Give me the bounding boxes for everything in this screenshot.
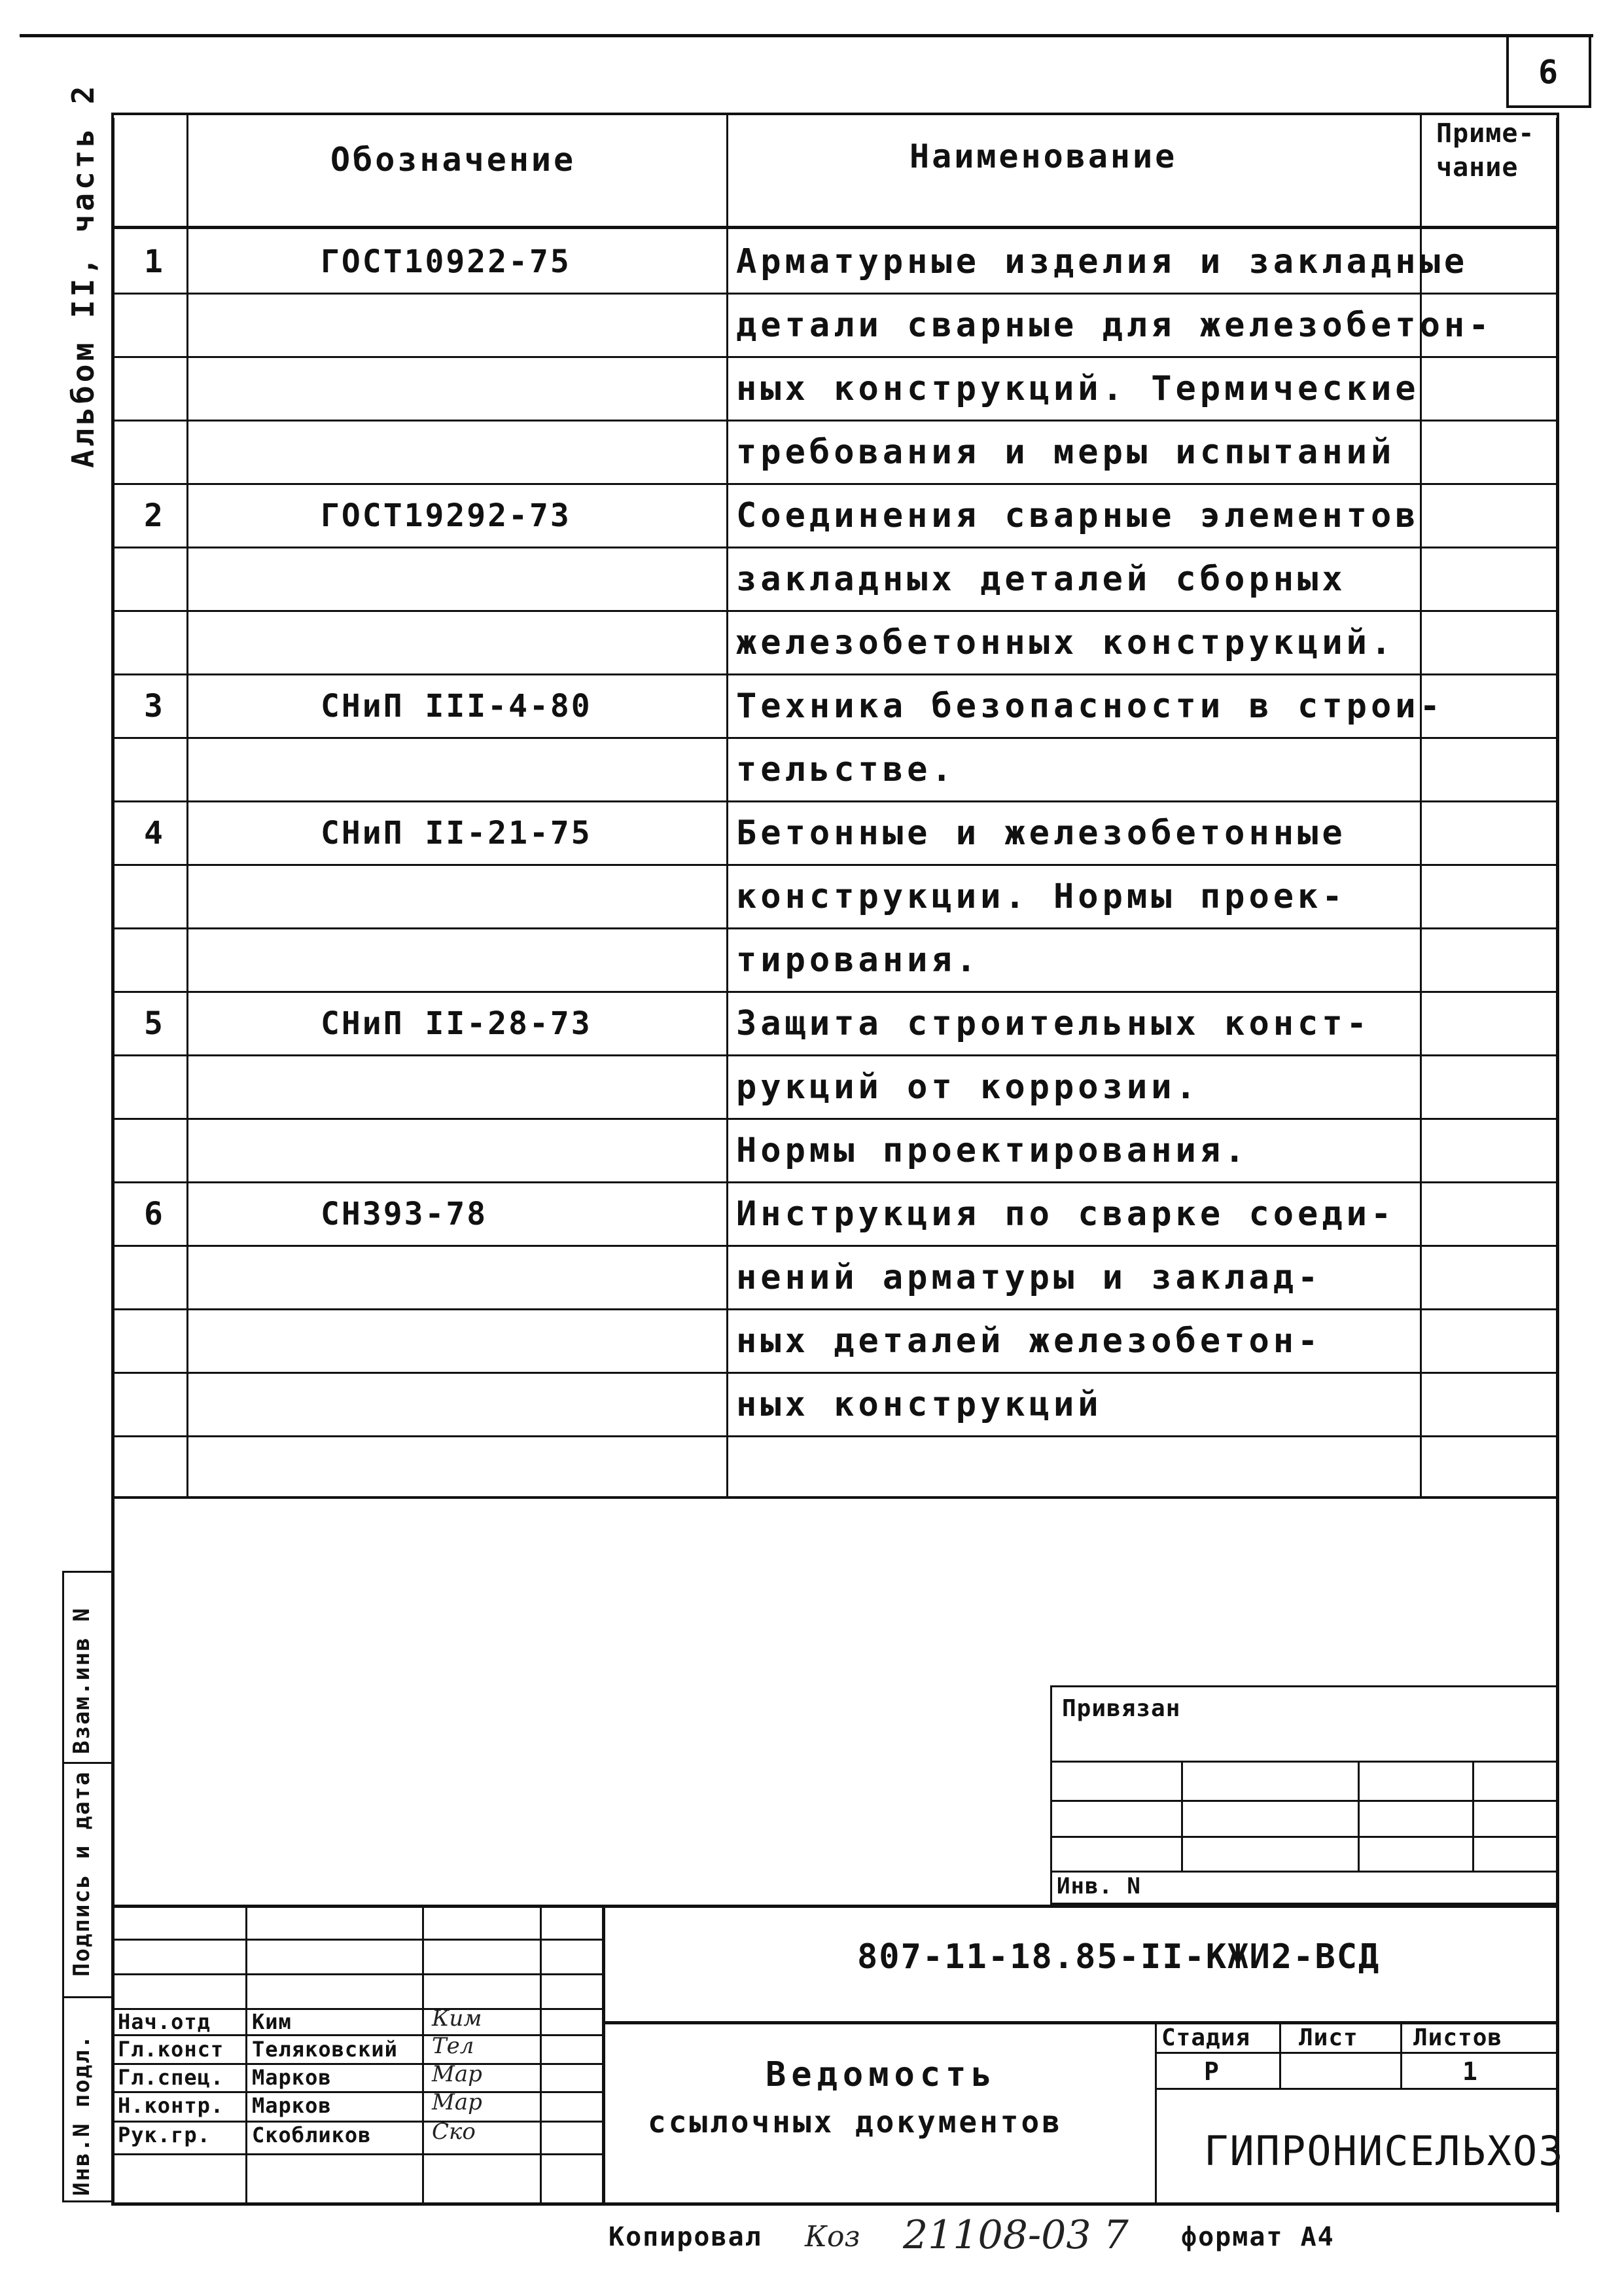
stage-label: Стадия xyxy=(1161,2024,1251,2051)
row-name: тельстве. xyxy=(736,750,956,789)
row-name: закладных деталей сборных xyxy=(736,560,1347,599)
table-row-line xyxy=(111,1054,1559,1056)
staff-name: Марков xyxy=(252,2065,332,2090)
tb-row-1 xyxy=(111,1973,602,1975)
table-row-line xyxy=(111,1308,1559,1310)
staff-role: Гл.спец. xyxy=(118,2065,224,2090)
sheet-label: Лист xyxy=(1299,2024,1358,2051)
row-name: конструкции. Нормы проек- xyxy=(736,877,1347,916)
table-row-line xyxy=(111,673,1559,675)
binding-line-3 xyxy=(1050,1836,1559,1838)
table-row-line xyxy=(111,356,1559,358)
row-name: Инструкция по сварке соеди- xyxy=(736,1194,1396,1234)
row-name: Техника безопасности в строи- xyxy=(736,687,1444,726)
row-name: Нормы проектирования. xyxy=(736,1131,1249,1170)
binding-col-1 xyxy=(1181,1761,1183,1871)
row-name: требования и меры испытаний xyxy=(736,433,1396,472)
doc-title-line-1: Ведомость xyxy=(766,2055,997,2094)
footer-copied: Копировал xyxy=(609,2222,762,2252)
row-name: Арматурные изделия и закладные xyxy=(736,242,1469,281)
row-designation: СНиП III-4-80 xyxy=(321,688,592,725)
header-designation: Обозначение xyxy=(330,141,576,179)
tb-col-sign xyxy=(540,1905,542,2202)
binding-title: Привязан xyxy=(1062,1695,1181,1722)
row-number: 6 xyxy=(144,1196,166,1232)
stage-value: Р xyxy=(1204,2057,1220,2086)
table-row-line xyxy=(111,737,1559,739)
row-number: 5 xyxy=(144,1005,166,1042)
frame-bottom-edge xyxy=(111,2202,1559,2206)
row-name: Соединения сварные элементов xyxy=(736,496,1420,535)
sheet-number-box xyxy=(1506,34,1591,108)
doc-code: 807-11-18.85-II-КЖИ2-ВСД xyxy=(857,1937,1381,1977)
table-row-line xyxy=(111,547,1559,548)
row-name: ных конструкций xyxy=(736,1385,1103,1424)
table-row-line xyxy=(111,1181,1559,1183)
staff-signature: Ким xyxy=(432,2005,482,2032)
row-name: Бетонные и железобетонные xyxy=(736,814,1347,853)
tb-stage-left xyxy=(1155,2021,1157,2202)
table-row-line xyxy=(111,800,1559,802)
footer-copier-sign: Коз xyxy=(805,2220,860,2253)
left-strip-sign-date: Подпись и дата xyxy=(69,1770,95,1977)
table-row-line xyxy=(111,1118,1559,1120)
binding-col-3 xyxy=(1472,1761,1474,1871)
binding-inv: Инв. N xyxy=(1057,1873,1141,1899)
staff-role: Нач.отд xyxy=(118,2009,211,2034)
frame-top-edge xyxy=(20,34,1593,37)
staff-role: Гл.конст xyxy=(118,2037,224,2062)
left-strip-inv-orig: Инв.N подл. xyxy=(69,2034,95,2196)
tb-stage-col-2 xyxy=(1400,2021,1402,2088)
row-designation: СНиП II-21-75 xyxy=(321,815,592,852)
footer-order-no: 21108-03 7 xyxy=(903,2212,1129,2258)
row-name: тирования. xyxy=(736,941,981,980)
org-name: ГИПРОНИСЕЛЬХОЗ xyxy=(1204,2127,1564,2175)
tb-stage-col-1 xyxy=(1279,2021,1281,2088)
table-row-line xyxy=(111,1245,1559,1247)
row-name: нений арматуры и заклад- xyxy=(736,1258,1322,1297)
binding-col-2 xyxy=(1358,1761,1360,1871)
col-divider-code xyxy=(726,113,728,1499)
footer-format: формат А4 xyxy=(1181,2222,1335,2252)
binding-line-4 xyxy=(1050,1871,1559,1873)
row-number: 1 xyxy=(144,243,166,280)
sheets-value: 1 xyxy=(1462,2057,1478,2086)
left-strip-divider-2 xyxy=(62,1996,115,1998)
binding-line-1 xyxy=(1050,1761,1559,1763)
staff-name: Скобликов xyxy=(252,2123,372,2147)
staff-role: Рук.гр. xyxy=(118,2123,211,2147)
tb-stage-row-1 xyxy=(1155,2052,1559,2054)
table-row-line xyxy=(111,991,1559,993)
sheet-number: 6 xyxy=(1538,53,1561,91)
binding-line-2 xyxy=(1050,1800,1559,1802)
header-note: Приме- чание xyxy=(1436,118,1535,183)
row-name: Защита строительных конст- xyxy=(736,1004,1371,1043)
staff-signature: Мар xyxy=(432,2061,482,2087)
row-number: 4 xyxy=(144,815,166,852)
table-row-line xyxy=(111,293,1559,295)
sheets-label: Листов xyxy=(1413,2024,1503,2051)
staff-name: Ким xyxy=(252,2009,292,2034)
row-designation: ГОСТ10922-75 xyxy=(321,243,571,280)
side-label: Альбом II, часть 2 xyxy=(65,82,101,468)
table-header-divider xyxy=(111,226,1559,229)
staff-name: Теляковский xyxy=(252,2037,398,2062)
tb-stage-row-2 xyxy=(1155,2088,1559,2090)
left-strip-divider-1 xyxy=(62,1762,115,1764)
row-number: 2 xyxy=(144,497,166,534)
header-name: Наименование xyxy=(909,137,1178,175)
tb-row-0 xyxy=(111,1939,602,1941)
row-name: ных конструкций. Термические xyxy=(736,369,1420,408)
row-name: железобетонных конструкций. xyxy=(736,623,1396,662)
table-row-line xyxy=(111,420,1559,422)
table-row-line xyxy=(111,610,1559,612)
tb-col-name xyxy=(422,1905,424,2202)
staff-signature: Тел xyxy=(432,2033,474,2059)
table-row-line xyxy=(111,864,1559,866)
table-row-line xyxy=(111,1372,1559,1374)
tb-row-7 xyxy=(111,2153,602,2155)
row-name: ных деталей железобетон- xyxy=(736,1321,1322,1361)
table-row-line xyxy=(111,1435,1559,1437)
staff-signature: Мар xyxy=(432,2089,482,2115)
row-designation: СН393-78 xyxy=(321,1196,488,1232)
doc-title-line-2: ссылочных документов xyxy=(648,2104,1063,2140)
tb-col-role xyxy=(245,1905,247,2202)
table-row-line xyxy=(111,927,1559,929)
col-divider-num xyxy=(186,113,188,1499)
row-name: рукций от коррозии. xyxy=(736,1067,1200,1107)
staff-name: Марков xyxy=(252,2093,332,2118)
row-number: 3 xyxy=(144,688,166,725)
left-strip-replace-inv: Взам.инв N xyxy=(69,1607,95,1754)
tb-row-3 xyxy=(111,2034,602,2036)
row-designation: СНиП II-28-73 xyxy=(321,1005,592,1042)
row-designation: ГОСТ19292-73 xyxy=(321,497,571,534)
staff-role: Н.контр. xyxy=(118,2093,224,2118)
table-row-line xyxy=(111,483,1559,485)
row-name: детали сварные для железобетон- xyxy=(736,306,1493,345)
staff-signature: Ско xyxy=(432,2119,476,2145)
title-block-top xyxy=(111,1905,1559,1908)
tb-col-date xyxy=(602,1905,605,2202)
